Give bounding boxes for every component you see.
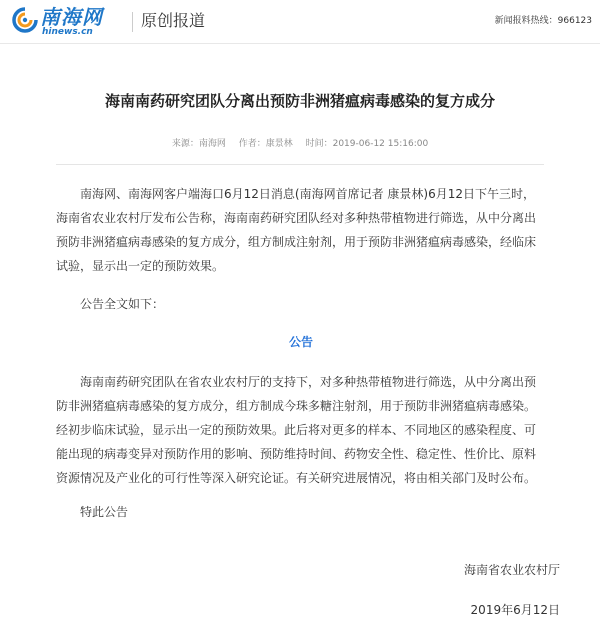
swirl-logo-icon (12, 7, 38, 33)
signature-date: 2019年6月12日 (470, 603, 560, 617)
article-body (56, 182, 546, 524)
notice-heading: 公告 (288, 335, 313, 349)
notice-closing: 特此公告 (80, 505, 129, 519)
fulltext-label: 公告全文如下： (80, 297, 165, 311)
article-time: 时间：2019-06-12 15:16:00 (305, 139, 429, 149)
article-meta (0, 138, 600, 150)
meta-divider (56, 164, 544, 165)
article-title: 海南南药研究团队分离出预防非洲猪瘟病毒感染的复方成分 (104, 92, 495, 110)
intro-paragraph: 南海网、南海网客户端海口6月12日消息(南海网首席记者 康景林)6月12日下午三时，海南省农业农村厅发布公告称，海南南药研究团队经对多种热带植物进行筛选，从中分离出预防非洲猪瘟病毒感染的复方成分，组方制成注射剂，用于预防非洲猪瘟病毒感染，经临床试验，显示出一定的预防效果。 (56, 187, 537, 273)
logo-text-en: hinews.cn (42, 27, 93, 37)
article-source: 来源：南海网 (171, 139, 226, 149)
article-author: 作者：康景林 (238, 139, 293, 149)
site-logo[interactable] (12, 5, 132, 37)
site-header (0, 0, 600, 44)
header-divider (132, 12, 133, 32)
signature-org: 海南省农业农村厅 (463, 563, 560, 577)
logo-text-cn: 南海网 (40, 5, 103, 29)
news-hotline: 新闻报料热线：966123 (494, 16, 592, 26)
section-name[interactable]: 原创报道 (141, 11, 206, 30)
notice-body-paragraph: 海南南药研究团队在省农业农村厅的支持下，对多种热带植物进行筛选，从中分离出预防非洲猪瘟病毒感染的复方成分，组方制成今珠多糖注射剂，用于预防非洲猪瘟病毒感染。经初步临床试验，显示出一定的预防效果。此后将对更多的样本、不同地区的感染程度、可能出现的病毒变异对预防作用的影响、预防维持时间、药物安全性、稳定性、性价比、原料资源情况及产业化的可行性等深入研究论证。有关研究进展情况，将由相关部门及时公布。 (56, 375, 537, 485)
